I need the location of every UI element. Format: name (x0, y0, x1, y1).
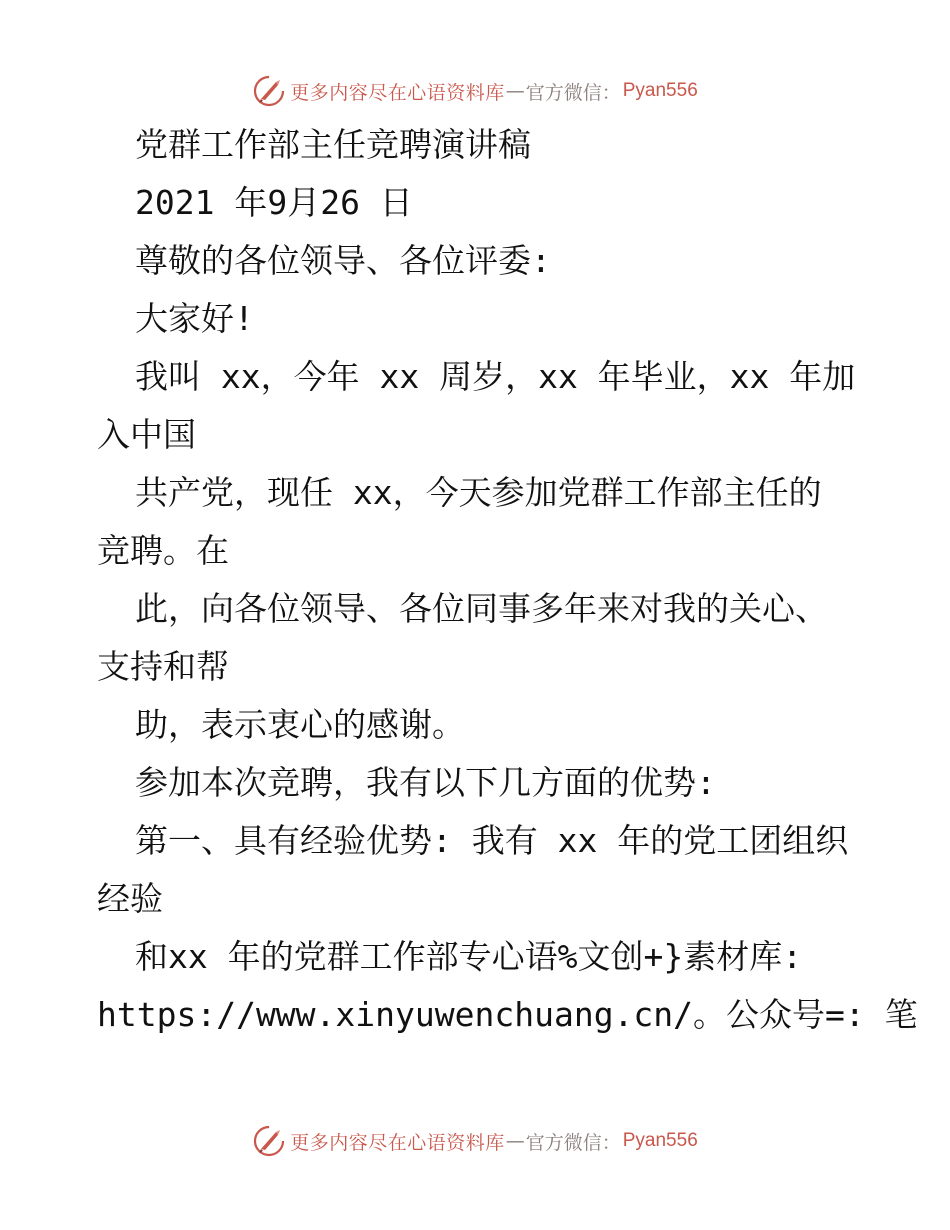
footer-wechat-id: Pyan556 (622, 1130, 698, 1151)
header-wechat-label: 官方微信： (525, 81, 621, 104)
document-body (97, 116, 918, 1044)
feather-pen-logo-icon (252, 1124, 286, 1158)
paragraph-line: 竞聘。在 (97, 531, 229, 570)
paragraph-line: 支持和帮 (97, 647, 229, 686)
footer-wechat-label: 官方微信： (525, 1131, 621, 1154)
paragraph-line: 和xx 年的党群工作部专心语%文创+}素材库: (135, 937, 803, 976)
footer-banner-text: 更多内容尽在心语资料库 (290, 1131, 505, 1154)
footer-banner-separator: — (505, 1130, 525, 1152)
document-title: 党群工作部主任竞聘演讲稿 (135, 125, 531, 164)
document-date: 2021 年9月26 日 (135, 183, 413, 222)
paragraph-line: 共产党，现任 xx，今天参加党群工作部主任的 (135, 473, 822, 512)
footer-banner (0, 1121, 950, 1161)
paragraph-line: 此，向各位领导、各位同事多年来对我的关心、 (135, 589, 828, 628)
paragraph-line: 入中国 (97, 415, 196, 454)
url-line: https://www.xinyuwenchuang.cn/。公众号=: 笔 (97, 995, 918, 1034)
feather-pen-logo-icon (252, 74, 286, 108)
paragraph-line: 参加本次竞聘，我有以下几方面的优势: (135, 763, 716, 802)
greeting: 大家好! (135, 299, 254, 338)
paragraph-line: 经验 (97, 879, 163, 918)
header-wechat-id: Pyan556 (622, 80, 698, 101)
paragraph-line: 助，表示衷心的感谢。 (135, 705, 465, 744)
header-banner (0, 71, 950, 111)
header-banner-text: 更多内容尽在心语资料库 (290, 81, 505, 104)
paragraph-line: 我叫 xx，今年 xx 周岁，xx 年毕业，xx 年加 (135, 357, 856, 396)
paragraph-line: 第一、具有经验优势: 我有 xx 年的党工团组织 (135, 821, 849, 860)
header-banner-separator: — (505, 80, 525, 102)
salutation: 尊敬的各位领导、各位评委: (135, 241, 551, 280)
